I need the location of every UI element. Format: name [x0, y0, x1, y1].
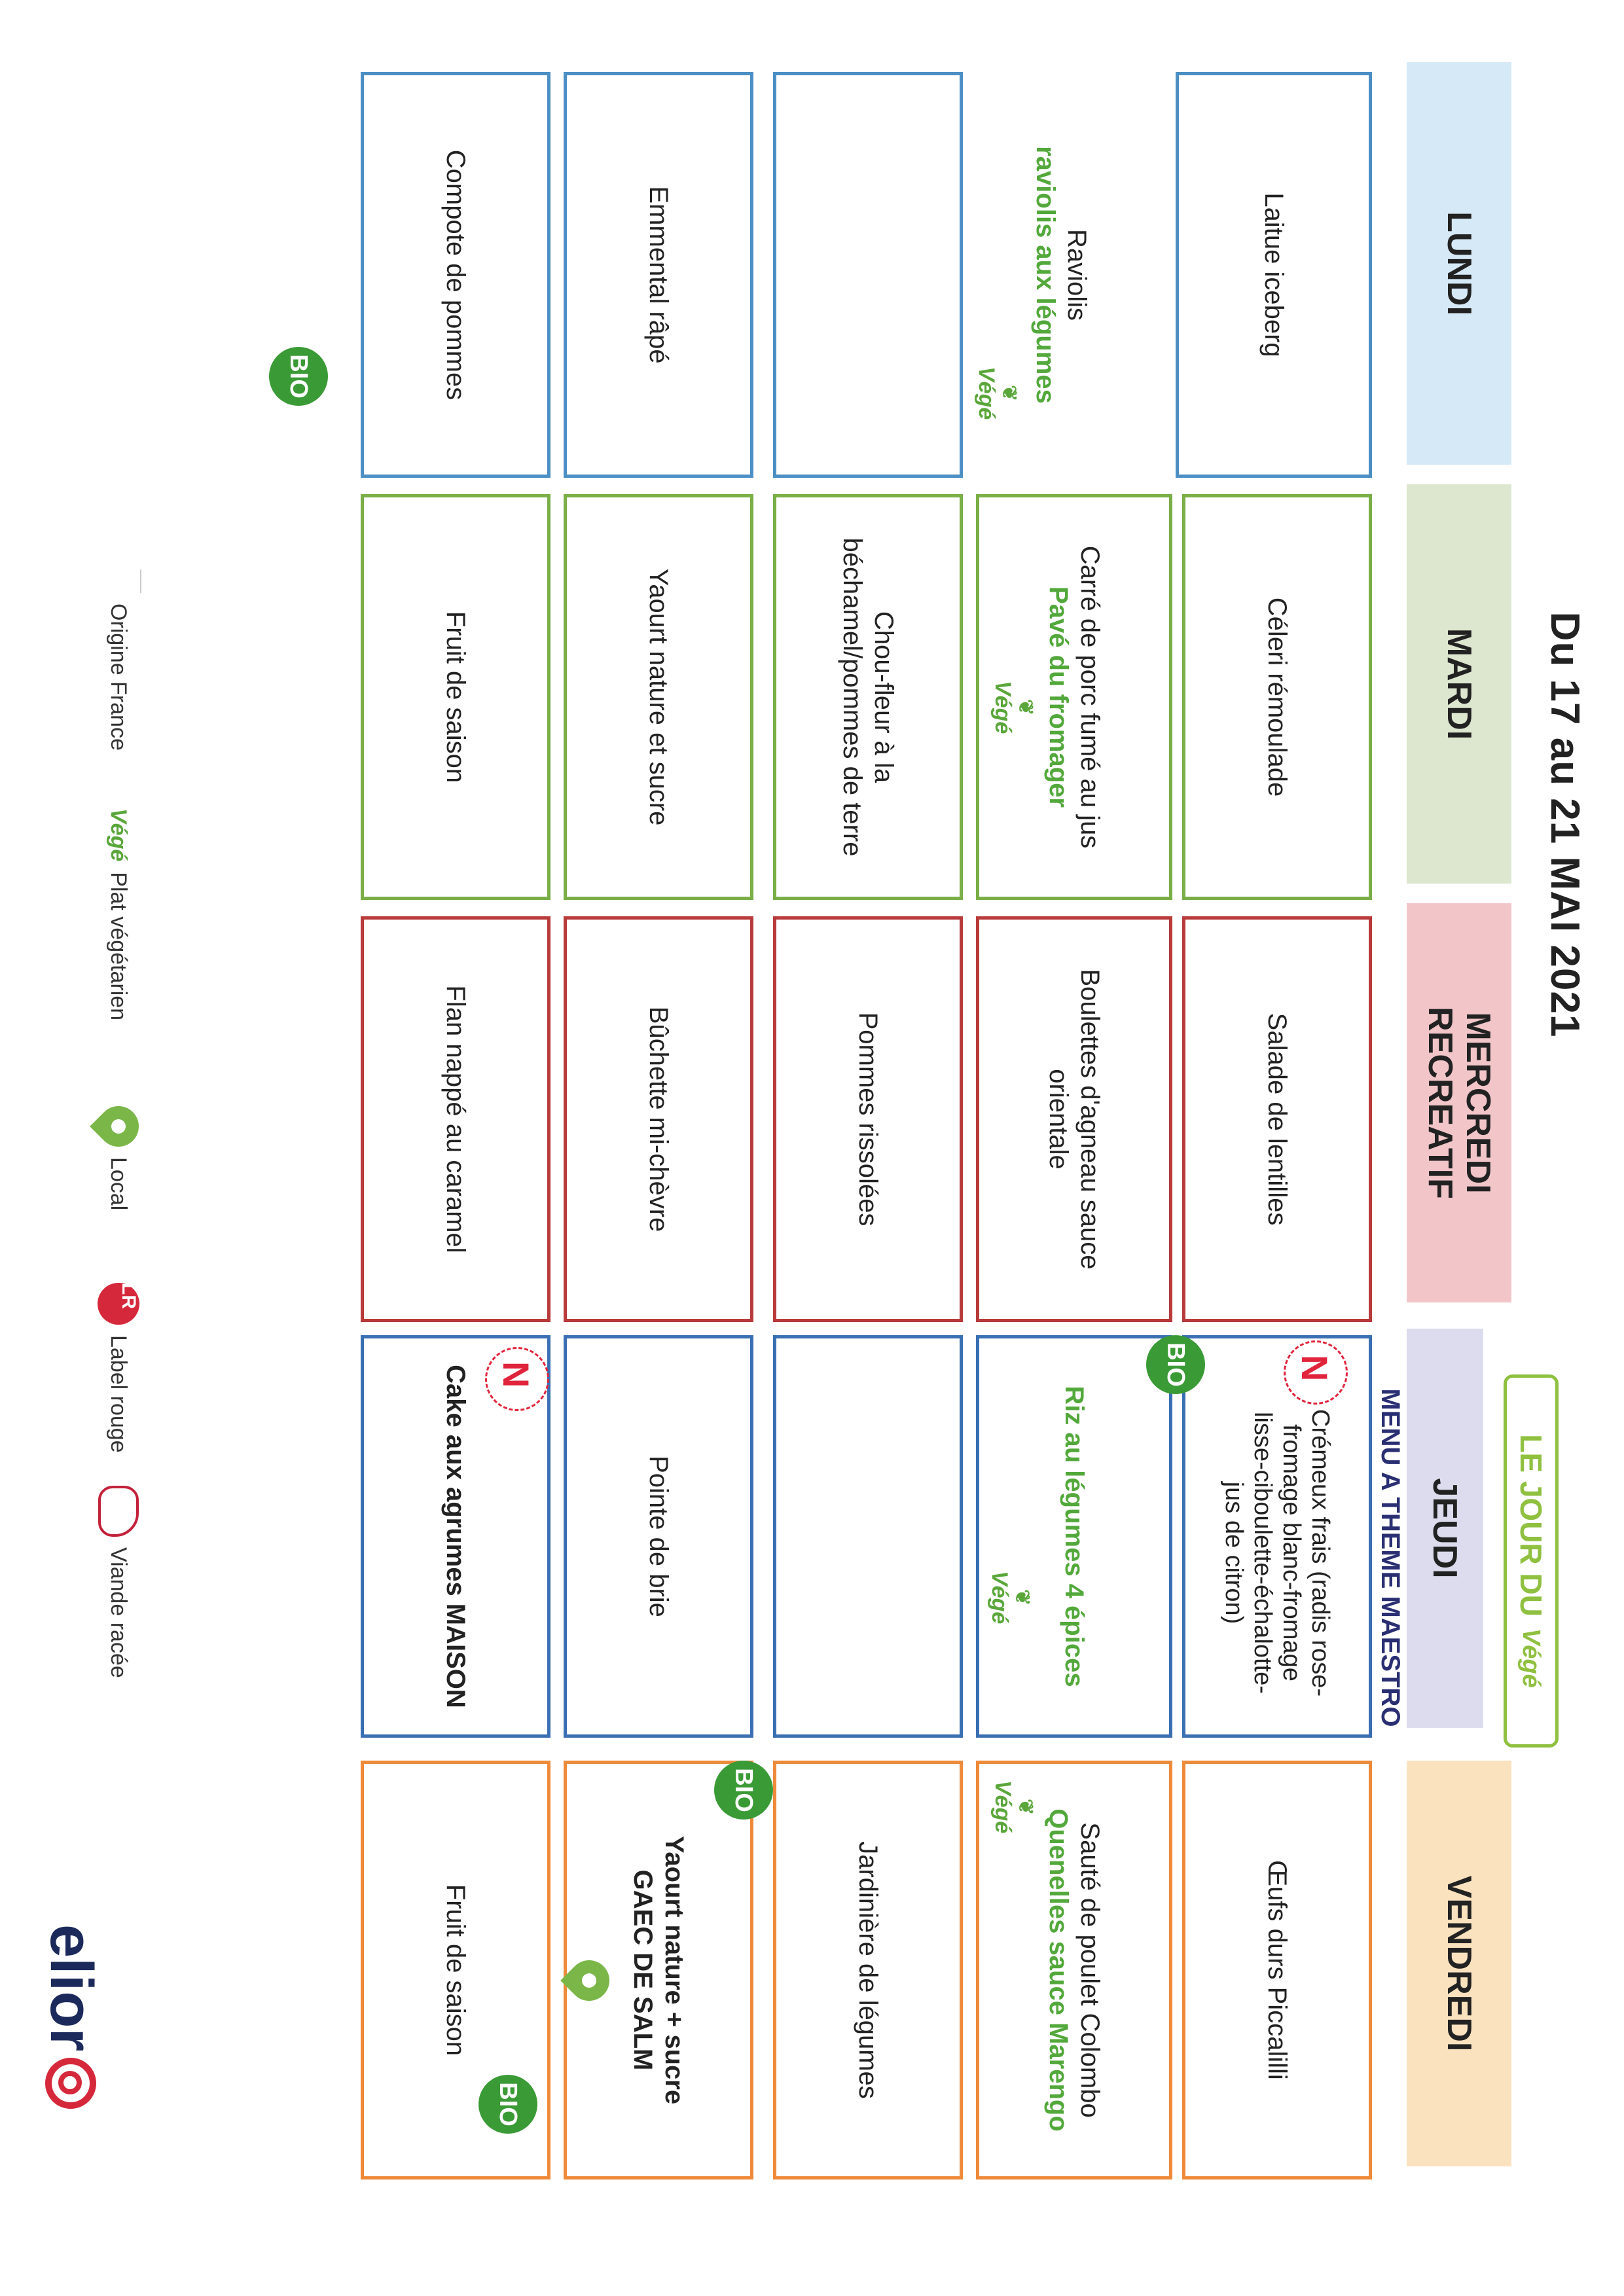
vendredi-dessert-bio-label: BIO [494, 2082, 522, 2126]
vendredi-dessert-text: Fruit de saison [441, 1884, 470, 2056]
vendredi-dessert-bio-icon [478, 2075, 537, 2134]
elior-mark-icon [46, 2058, 97, 2109]
legend-local [79, 1106, 158, 1210]
jeudi-theme: MENU A THEME MAESTRO [1376, 1388, 1405, 1727]
legend-plat-vegetarien-text: Plat végétarien [106, 872, 132, 1021]
mardi-laitage [564, 494, 753, 900]
vendredi-vege-label: Végé [990, 1780, 1015, 1834]
elior-logo-text: elior [38, 1924, 105, 2052]
legend-plat-vegetarien [79, 808, 158, 1020]
legend-label-rouge [79, 1283, 158, 1453]
jeudi-entree [1182, 1335, 1372, 1738]
legend-viande-racee [79, 1486, 158, 1678]
mercredi-dessert-text: Flan nappé au caramel [441, 985, 470, 1253]
jeudi-bio-label: BIO [1162, 1342, 1190, 1387]
lundi-laitage [564, 72, 753, 478]
jeudi-plat-text: Riz au légumes 4 épices [1060, 1386, 1089, 1687]
mardi-entree [1182, 494, 1372, 900]
jeudi-vege-icon: ❦ Végé [987, 1571, 1033, 1624]
lundi-accompagnement [773, 72, 963, 478]
vege-legend-label: Végé [106, 808, 132, 862]
vege-legend-icon [106, 808, 132, 861]
vendredi-plat-vege-text: Quenelles sauce Marengo [1044, 1808, 1073, 2132]
vege-logo-icon: Végé [1517, 1628, 1545, 1688]
header-mercredi-line2: RECREATIF [1421, 1007, 1459, 1199]
legend-local-text: Local [106, 1157, 132, 1211]
vendredi-accompagnement-text: Jardinière de légumes [854, 1841, 882, 2099]
vendredi-laitage-bio-icon [714, 1761, 773, 1820]
mercredi-laitage [564, 916, 753, 1322]
vendredi-laitage-bio-label: BIO [730, 1768, 758, 1812]
jeudi-dessert-new-label: N [496, 1361, 537, 1388]
elior-logo [37, 1924, 105, 2109]
mercredi-entree [1182, 916, 1372, 1322]
mardi-laitage-text: Yaourt nature et sucre [644, 568, 673, 826]
legend-origine-france [79, 569, 158, 751]
cow-icon [98, 1486, 139, 1537]
mardi-accompagnement [773, 494, 963, 900]
mardi-vege-icon: ❦ Végé [990, 681, 1036, 734]
label-rouge-icon [98, 1283, 139, 1325]
mardi-vege-label: Végé [990, 681, 1015, 734]
jour-du-vege-text: LE JOUR DU [1514, 1434, 1548, 1617]
header-jeudi-label: JEUDI [1426, 1478, 1464, 1579]
jeudi-bio-icon [1146, 1335, 1205, 1394]
jeudi-accompagnement [773, 1335, 963, 1738]
vendredi-plat-text: Sauté de poulet Colombo [1075, 1822, 1104, 2118]
vendredi-entree-text: Œufs durs Piccalilli [1263, 1860, 1291, 2080]
mardi-dessert-text: Fruit de saison [441, 611, 470, 783]
header-lundi [1407, 62, 1511, 465]
header-mercredi [1407, 903, 1511, 1302]
mercredi-plat [976, 916, 1172, 1322]
legend-viande-racee-text: Viande racée [106, 1547, 132, 1678]
mercredi-accompagnement [773, 916, 963, 1322]
lundi-bio-label: BIO [285, 354, 313, 399]
jeudi-laitage [564, 1335, 753, 1738]
page-title: Du 17 au 21 MAI 2021 [1542, 611, 1587, 1038]
header-vendredi-label: VENDREDI [1440, 1875, 1478, 2052]
mercredi-accompagnement-text: Pommes rissolées [854, 1012, 882, 1227]
label-rouge-icon-text: LR [118, 1283, 139, 1309]
mercredi-entree-text: Salade de lentilles [1263, 1013, 1291, 1226]
mardi-plat-text: Carré de porc fumé au jus [1075, 545, 1104, 849]
jeudi-entree-text: Crémeux frais (radis rose-fromage blanc-fromage lisse-ciboulette-échalotte-jus de citron) [1220, 1408, 1334, 1697]
header-mardi [1407, 484, 1511, 884]
lundi-entree [1176, 72, 1372, 478]
mercredi-laitage-text: Bûchette mi-chèvre [644, 1006, 673, 1232]
header-jeudi [1407, 1329, 1483, 1728]
header-mardi-label: MARDI [1440, 628, 1478, 740]
mardi-plat-vege-text: Pavé du fromager [1044, 586, 1073, 808]
jeudi-dessert-text: Cake aux agrumes MAISON [441, 1365, 470, 1708]
lundi-vege-icon: ❦ Végé [974, 367, 1020, 420]
header-lundi-label: LUNDI [1440, 211, 1478, 315]
lundi-vege-label: Végé [974, 367, 999, 420]
legend-label-rouge-text: Label rouge [106, 1335, 132, 1453]
vendredi-laitage-line2: GAEC DE SALM [628, 1869, 657, 2071]
jour-du-vege-badge [1504, 1374, 1559, 1748]
mardi-accompagnement-text: Chou-fleur à la béchamel/pommes de terre [838, 537, 898, 857]
lundi-dessert [361, 72, 550, 478]
lundi-dessert-text: Compote de pommes [441, 149, 470, 401]
jeudi-laitage-text: Pointe de brie [644, 1456, 673, 1617]
legend-origine-france-text: Origine France [106, 603, 132, 751]
france-flag-icon [96, 569, 141, 593]
jeudi-entree-new-label: N [1294, 1355, 1335, 1382]
jeudi-entree-new-icon [1293, 1355, 1336, 1381]
jeudi-dessert-new-icon [495, 1361, 537, 1388]
mercredi-plat-text: Boulettes d'agneau sauce orientale [1044, 969, 1104, 1270]
mardi-dessert [361, 494, 550, 900]
mardi-entree-text: Céleri rémoulade [1263, 597, 1291, 797]
vendredi-entree [1182, 1761, 1372, 2179]
lundi-plat-text: Raviolis [1062, 228, 1091, 321]
header-vendredi [1407, 1761, 1511, 2166]
header-mercredi-line1: MERCREDI [1459, 1012, 1497, 1194]
vendredi-accompagnement [773, 1761, 963, 2179]
jeudi-vege-label: Végé [987, 1571, 1012, 1624]
lundi-entree-text: Laitue iceberg [1259, 192, 1288, 357]
vendredi-laitage-line1: Yaourt nature + sucre [660, 1835, 689, 2105]
lundi-bio-icon [269, 347, 328, 406]
mercredi-dessert [361, 916, 550, 1322]
vendredi-vege-icon: ❦ Végé [990, 1780, 1036, 1834]
lundi-plat-vege-text: raviolis aux légumes [1031, 146, 1060, 404]
jeudi-plat [976, 1335, 1172, 1738]
lundi-laitage-text: Emmental râpé [644, 186, 673, 364]
local-pin-legend-icon [90, 1098, 147, 1155]
